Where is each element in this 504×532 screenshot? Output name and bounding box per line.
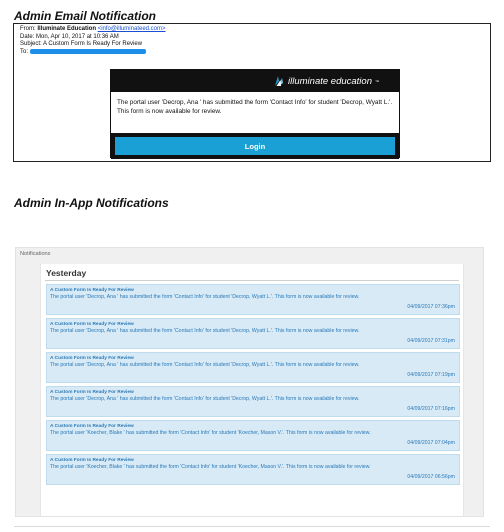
notification-item[interactable]	[46, 454, 460, 485]
email-card	[110, 69, 400, 158]
notification-time: 04/09/2017 07:31pm	[407, 338, 455, 344]
email-preview	[13, 23, 491, 162]
notification-title[interactable]: A Custom Form Is Ready For Review	[50, 322, 134, 327]
email-card-header	[111, 70, 399, 92]
from-name: Illuminate Education	[37, 26, 97, 32]
logo-text: illuminate education	[288, 75, 372, 87]
notification-title[interactable]: A Custom Form Is Ready For Review	[50, 390, 134, 395]
notification-title[interactable]: A Custom Form Is Ready For Review	[50, 288, 134, 293]
notification-message: The portal user 'Koecher, Blake ' has submitted the form 'Contact Info' for student 'Koecher, Mason V.'. This form is now available for review.	[50, 430, 371, 436]
notifications-label: Notifications	[20, 251, 51, 257]
day-heading: Yesterday	[46, 268, 87, 278]
notification-item[interactable]	[46, 318, 460, 349]
notification-title[interactable]: A Custom Form Is Ready For Review	[50, 424, 134, 429]
notification-message: The portal user 'Koecher, Blake ' has submitted the form 'Contact Info' for student 'Koecher, Mason V.'. This form is now available for review.	[50, 464, 371, 470]
notifications-panel	[15, 247, 484, 517]
notification-item[interactable]	[46, 420, 460, 451]
inapp-section-title: Admin In-App Notifications	[14, 196, 169, 210]
email-headers	[20, 26, 166, 56]
notification-time: 04/09/2017 07:04pm	[407, 440, 455, 446]
login-button-wrap	[111, 133, 399, 159]
notification-list	[46, 284, 460, 488]
login-button[interactable]: Login	[115, 137, 395, 155]
notification-message: The portal user 'Decrop, Ana ' has submitted the form 'Contact Info' for student 'Decrop, Wyatt L.'. This form is now available for review.	[50, 396, 360, 402]
notification-time: 04/09/2017 06:56pm	[407, 474, 455, 480]
notification-item[interactable]	[46, 284, 460, 315]
notification-item[interactable]	[46, 386, 460, 417]
notification-time: 04/09/2017 07:36pm	[407, 304, 455, 310]
notification-time: 04/09/2017 07:16pm	[407, 406, 455, 412]
email-from-line	[20, 26, 166, 34]
notification-message: The portal user 'Decrop, Ana ' has submitted the form 'Contact Info' for student 'Decrop, Wyatt L.'. This form is now available for review.	[50, 328, 360, 334]
notification-message: The portal user 'Decrop, Ana ' has submitted the form 'Contact Info' for student 'Decrop, Wyatt L.'. This form is now available for review.	[50, 362, 360, 368]
illuminate-logo	[273, 75, 379, 87]
from-email-link[interactable]: <info@illuminateed.com>	[97, 26, 166, 32]
redacted-recipient	[30, 49, 146, 54]
notification-title[interactable]: A Custom Form Is Ready For Review	[50, 458, 134, 463]
email-message: The portal user 'Decrop, Ana ' has submitted the form 'Contact Info' for student 'Decrop, Wyatt L.'. This form is now available for review.	[117, 99, 393, 116]
page-bottom-rule	[14, 526, 490, 527]
notification-message: The portal user 'Decrop, Ana ' has submitted the form 'Contact Info' for student 'Decrop, Wyatt L.'. This form is now available for review.	[50, 294, 360, 300]
email-subject-line: Subject: A Custom Form Is Ready For Review	[20, 41, 143, 48]
email-to-line	[20, 49, 166, 57]
notifications-content	[40, 264, 464, 516]
notification-item[interactable]	[46, 352, 460, 383]
from-label: From:	[20, 26, 36, 32]
illuminate-logo-icon	[273, 75, 285, 87]
email-date-line: Date: Mon, Apr 10, 2017 at 10:36 AM	[20, 33, 119, 40]
notification-title[interactable]: A Custom Form Is Ready For Review	[50, 356, 134, 361]
day-divider	[45, 280, 459, 281]
logo-trademark: ™	[375, 78, 379, 84]
email-section-title: Admin Email Notification	[14, 9, 157, 23]
notification-time: 04/09/2017 07:19pm	[407, 372, 455, 378]
to-label: To:	[20, 48, 29, 55]
